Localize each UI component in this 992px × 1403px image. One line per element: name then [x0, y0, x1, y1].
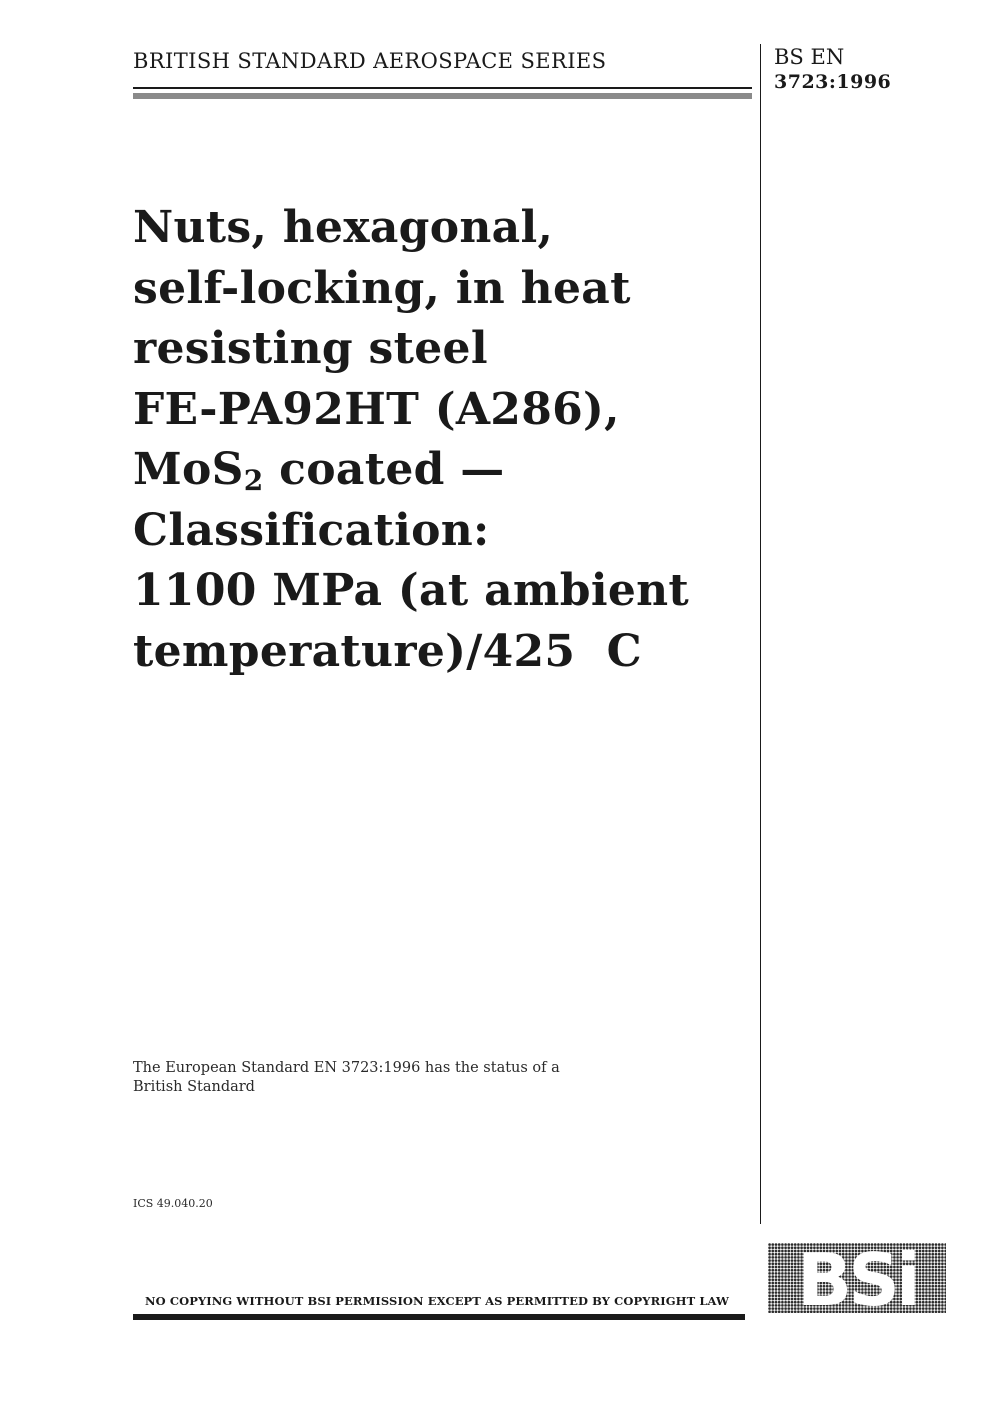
- title-line-7: 1100 MPa (at ambient: [133, 565, 690, 616]
- title-line-5-suffix: coated —: [263, 444, 505, 495]
- title-line-2: self-locking, in heat: [133, 262, 631, 314]
- doc-id-number: 3723:1996: [774, 71, 892, 93]
- title-line-5: [133, 440, 743, 501]
- document-title: [133, 198, 743, 682]
- status-statement: [133, 1059, 603, 1097]
- copyright-notice: NO COPYING WITHOUT BSI PERMISSION EXCEPT AS PERMITTED BY COPYRIGHT LAW: [145, 1294, 730, 1308]
- title-line-5-prefix: MoS: [133, 444, 244, 495]
- header-rule-thin: [133, 87, 752, 89]
- title-line-6: Classification:: [133, 504, 490, 556]
- status-line-1: The European Standard EN 3723:1996 has the status of a: [133, 1060, 560, 1076]
- document-identifier: [774, 45, 891, 95]
- series-header: BRITISH STANDARD AEROSPACE SERIES: [133, 49, 607, 73]
- title-line-1: Nuts, hexagonal,: [133, 202, 554, 253]
- footer-rule: [133, 1314, 745, 1320]
- status-line-2: British Standard: [133, 1079, 255, 1095]
- ics-code: ICS 49.040.20: [133, 1197, 213, 1210]
- bsi-logo: [768, 1243, 946, 1313]
- vertical-divider: [760, 44, 761, 1224]
- title-line-8: temperature)/425 C: [133, 625, 642, 677]
- bsi-logo-lettering: BSi: [797, 1243, 917, 1313]
- title-line-5-subscript: 2: [243, 464, 264, 497]
- doc-id-prefix: BS EN: [774, 45, 845, 69]
- header-rule-thick: [133, 93, 752, 99]
- title-line-3: resisting steel: [133, 323, 488, 374]
- title-line-4: FE-PA92HT (A286),: [133, 383, 620, 435]
